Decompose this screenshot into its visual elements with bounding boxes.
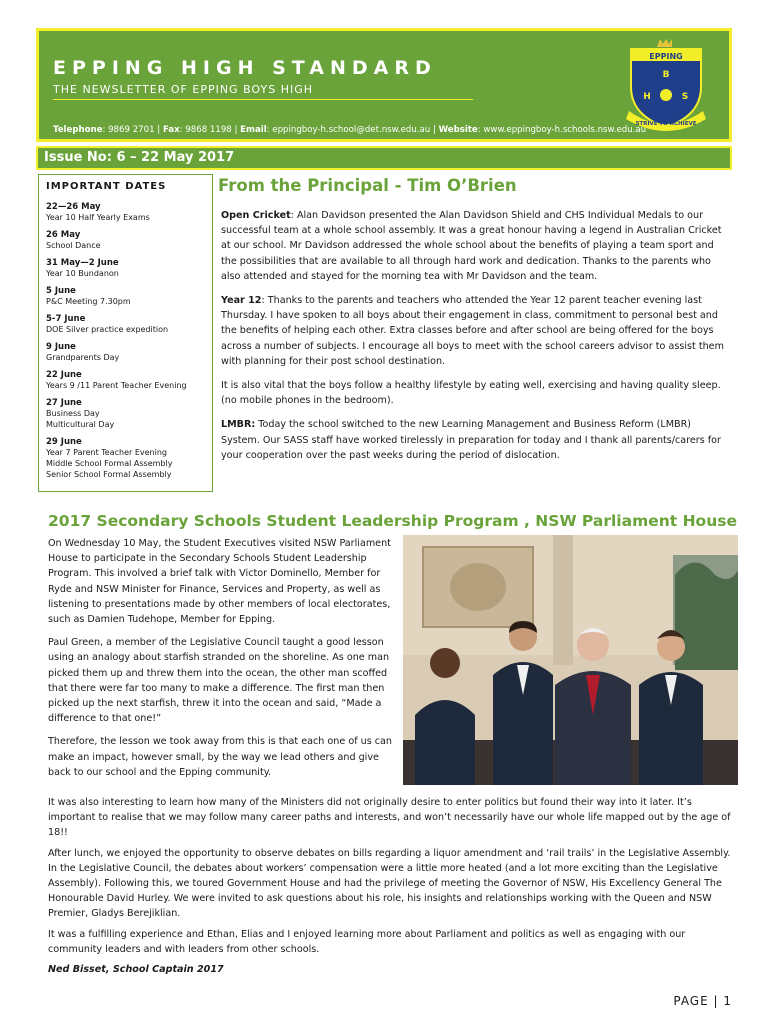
paragraph-health: It is also vital that the boys follow a healthy lifestyle by eating well, exercising and having quality sleep. (no mobile phones in the bedroom). — [221, 380, 721, 407]
crest-motto: STRIVE TO ACHIEVE — [635, 121, 697, 127]
date-item — [46, 202, 205, 223]
date-item — [46, 314, 205, 335]
subtitle-underline — [53, 99, 473, 100]
crest-h: H — [643, 92, 651, 102]
contact-line: Telephone: 9869 2701 | Fax: 9868 1198 | Email: eppingboy-h.school@det.nsw.edu.au | Website: www.eppingboy-h.schools.nsw.edu.au — [53, 125, 647, 135]
crest-top-text: EPPING — [649, 52, 683, 61]
paragraph-lmbr — [221, 417, 725, 463]
email-label: Email — [240, 125, 267, 135]
newsletter-title: EPPING HIGH STANDARD — [53, 57, 437, 79]
leadership-para-2: Paul Green, a member of the Legislative Council taught a good lesson using an analogy about starfish stranded on the shoreline. As one man picked them up and threw them into the ocean, the other man scoffed that there were far too many to make a difference. The first man then picked up the next starfish, threw it into the ocean and said, “Made a difference to that one!” — [48, 637, 390, 725]
year12-lead: Year 12 — [221, 295, 262, 307]
cricket-text: : Alan Davidson presented the Alan Davidson Shield and CHS Individual Medals to our successful team at a whole school assembly. It was a great honour having a legend in Australian Cricket at our school. Mr Davidson addressed the whole school about the benefits of playing a team sport and the possibilities that are available to all through hard work and dedication. Thanks to the parents who also attended and stayed for the morning tea with Mr Davidson and the team. — [221, 210, 722, 282]
leadership-continued — [48, 795, 734, 982]
date-when: 27 June — [46, 398, 82, 408]
date-when: 9 June — [46, 342, 76, 352]
date-event: Middle School Formal Assembly — [46, 459, 173, 468]
date-event: Year 10 Half Yearly Exams — [46, 213, 150, 222]
cricket-lead: Open Cricket — [221, 210, 291, 221]
signature: Ned Bisset, School Captain 2017 — [48, 964, 224, 976]
important-dates-box — [38, 174, 213, 492]
date-item — [46, 342, 205, 363]
date-item — [46, 398, 205, 430]
date-event: School Dance — [46, 241, 101, 250]
leadership-para-1: On Wednesday 10 May, the Student Executives visited NSW Parliament House to participate in the Secondary Schools Student Leadership Program. This involved a brief talk with Victor Dominello, Member for Ryde and NSW Minister for Finance, Services and Property, as well as listening to presentations made by other members of local electorates, such as Damien Tudehope, Member for Epping. — [48, 538, 391, 626]
date-when: 29 June — [46, 437, 82, 447]
date-event: Years 9 /11 Parent Teacher Evening — [46, 381, 187, 390]
crest-b: B — [662, 70, 670, 80]
date-event: Grandparents Day — [46, 353, 120, 362]
website-label: Website — [438, 125, 478, 135]
date-event: P&C Meeting 7.30pm — [46, 297, 131, 306]
lmbr-lead: LMBR: — [221, 419, 256, 431]
dates-list — [46, 202, 205, 480]
date-event: Year 10 Bundanon — [46, 269, 119, 278]
date-when: 5 June — [46, 286, 76, 296]
date-event: Senior School Formal Assembly — [46, 470, 172, 479]
paragraph-year12 — [221, 293, 725, 369]
telephone-number: 9869 2701 — [108, 125, 155, 135]
date-when: 22—26 May — [46, 202, 101, 212]
date-when: 22 June — [46, 370, 82, 380]
leadership-para-5: After lunch, we enjoyed the opportunity to observe debates on bills regarding a liquor amendment and ‘rail trails’ in the Legislative Assembly. In the Legislative Council, the debates about workers’ compensation were a little more heated (and a lot more exciting than the Legislative Assembly). Following this, we toured Government House and had the privilege of meeting the Governor of NSW, His Excellency General The Honourable David Hurley. We were invited to ask questions about his role, his insights and relationships working with the Queen and NSW Premier, Gladys Berejiklian. — [48, 847, 731, 920]
leadership-column — [48, 536, 396, 788]
important-dates-title: IMPORTANT DATES — [46, 181, 167, 192]
date-event: DOE Silver practice expedition — [46, 325, 169, 334]
issue-banner: Issue No: 6 – 22 May 2017 — [36, 146, 732, 170]
fax-label: Fax — [162, 125, 180, 135]
date-item — [46, 258, 205, 279]
date-item — [46, 370, 205, 391]
leadership-para-3: Therefore, the lesson we took away from this is that each one of us can make an impact, however small, by the way we lead others and give back to our school and the Epping community. — [48, 736, 392, 778]
paragraph-cricket — [221, 208, 725, 284]
leadership-para-6: It was a fulfilling experience and Ethan, Elias and I enjoyed learning more about Parliament and politics as well as engaging with our community leaders and with leaders from other schools. — [48, 928, 686, 955]
year12-text: : Thanks to the parents and teachers who attended the Year 12 parent teacher evening last Thursday. I have spoken to all boys about their engagement in class, commitment to personal best and the benefits of helping each other. Extra classes before and after school are being offered for the boys across a number of subjects. I encourage all boys to meet with the school careers advisor to assist them with planning for their post school destination. — [221, 295, 724, 367]
date-event: Multicultural Day — [46, 420, 115, 429]
date-item — [46, 437, 205, 480]
leadership-para-4: It was also interesting to learn how many of the Ministers did not originally desire to enter politics but found their way into it later. It’s important to realise that we may follow many career paths and interests, and won’t necessarily have our whole life mapped out by the age of 18!! — [48, 797, 731, 839]
masthead — [36, 28, 732, 142]
school-crest-icon — [623, 37, 709, 133]
date-item — [46, 230, 205, 251]
lmbr-text: Today the school switched to the new Learning Management and Business Reform (LMBR) System. Our SASS staff have worked tirelessly in preparation for today and I thank all parents/carers for your cooperation over the past weeks during the period of dislocation. — [221, 419, 721, 461]
date-when: 31 May—2 June — [46, 258, 119, 268]
email-link[interactable]: eppingboy-h.school@det.nsw.edu.au — [272, 125, 431, 135]
date-when: 26 May — [46, 230, 81, 240]
website-link[interactable]: www.eppingboy-h.schools.nsw.edu.au — [483, 125, 647, 135]
leadership-heading: 2017 Secondary Schools Student Leadership Program , NSW Parliament House — [48, 512, 737, 530]
date-when: 5-7 June — [46, 314, 86, 324]
crest-s: S — [681, 92, 689, 102]
principal-article — [221, 208, 725, 472]
newsletter-subtitle: THE NEWSLETTER OF EPPING BOYS HIGH — [53, 83, 313, 96]
date-event: Year 7 Parent Teacher Evening — [46, 448, 167, 457]
telephone-label: Telephone — [53, 125, 103, 135]
fax-number: 9868 1198 — [185, 125, 232, 135]
principal-heading: From the Principal - Tim O’Brien — [218, 176, 517, 195]
date-event: Business Day — [46, 409, 100, 418]
date-item — [46, 286, 205, 307]
group-photo — [403, 535, 738, 785]
page-number: PAGE | 1 — [673, 994, 732, 1008]
